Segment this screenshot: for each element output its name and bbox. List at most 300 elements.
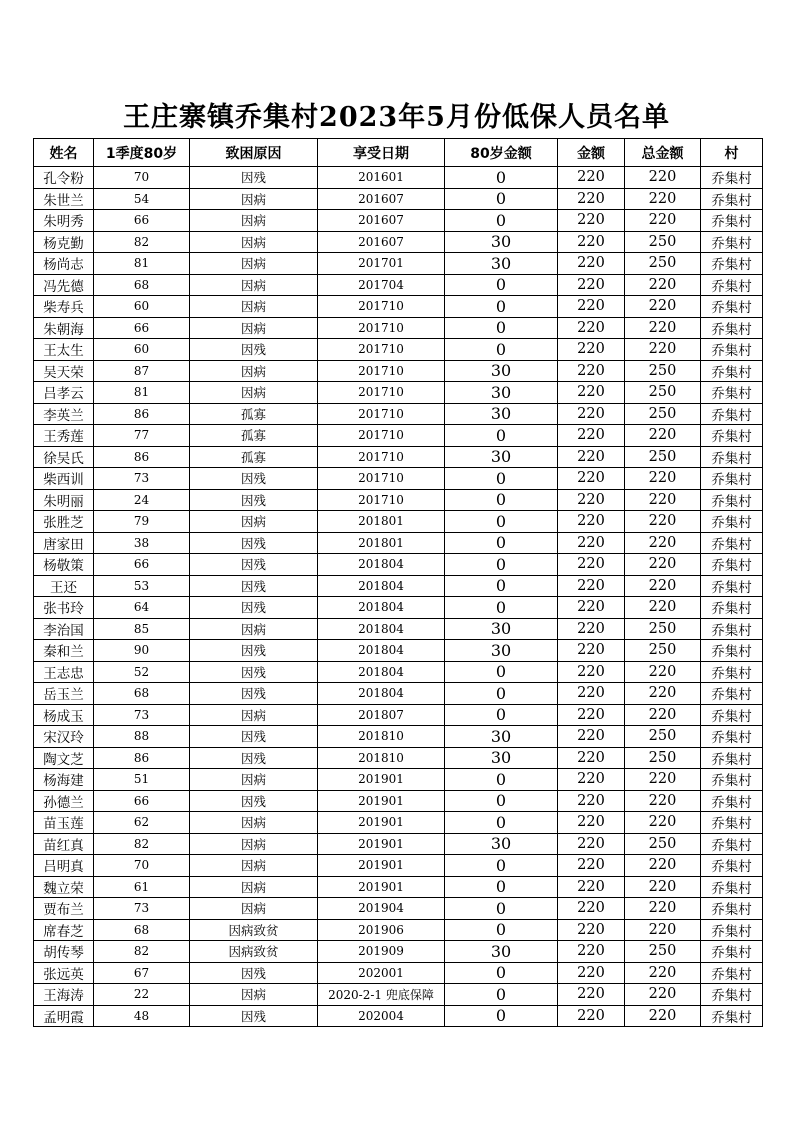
cell-village: 乔集村 bbox=[701, 833, 763, 855]
col-header-date: 享受日期 bbox=[318, 139, 445, 167]
cell-name: 唐家田 bbox=[34, 532, 94, 554]
cell-bonus80: 0 bbox=[445, 661, 558, 683]
cell-village: 乔集村 bbox=[701, 726, 763, 748]
cell-village: 乔集村 bbox=[701, 769, 763, 791]
table-row bbox=[34, 210, 763, 232]
cell-date: 201810 bbox=[318, 726, 445, 748]
cell-bonus80: 0 bbox=[445, 962, 558, 984]
cell-total: 220 bbox=[625, 597, 701, 619]
cell-age: 67 bbox=[94, 962, 190, 984]
cell-name: 吕孝云 bbox=[34, 382, 94, 404]
cell-date: 2020-2-1 兜底保障 bbox=[318, 984, 445, 1006]
cell-amount: 220 bbox=[558, 833, 625, 855]
cell-name: 李治国 bbox=[34, 618, 94, 640]
cell-reason: 因病 bbox=[190, 382, 318, 404]
cell-name: 王秀莲 bbox=[34, 425, 94, 447]
cell-total: 220 bbox=[625, 769, 701, 791]
cell-total: 220 bbox=[625, 274, 701, 296]
table-row bbox=[34, 898, 763, 920]
cell-age: 66 bbox=[94, 790, 190, 812]
table-row bbox=[34, 876, 763, 898]
cell-bonus80: 0 bbox=[445, 274, 558, 296]
cell-name: 吴天荣 bbox=[34, 360, 94, 382]
cell-age: 73 bbox=[94, 468, 190, 490]
cell-name: 朱世兰 bbox=[34, 188, 94, 210]
cell-amount: 220 bbox=[558, 210, 625, 232]
cell-total: 220 bbox=[625, 661, 701, 683]
cell-reason: 孤寡 bbox=[190, 446, 318, 468]
cell-amount: 220 bbox=[558, 468, 625, 490]
cell-reason: 因残 bbox=[190, 683, 318, 705]
cell-date: 201906 bbox=[318, 919, 445, 941]
cell-reason: 因病 bbox=[190, 210, 318, 232]
cell-bonus80: 0 bbox=[445, 876, 558, 898]
col-header-reason: 致困原因 bbox=[190, 139, 318, 167]
cell-bonus80: 0 bbox=[445, 425, 558, 447]
cell-reason: 因病 bbox=[190, 511, 318, 533]
cell-age: 38 bbox=[94, 532, 190, 554]
cell-bonus80: 0 bbox=[445, 339, 558, 361]
cell-amount: 220 bbox=[558, 661, 625, 683]
cell-amount: 220 bbox=[558, 425, 625, 447]
cell-bonus80: 30 bbox=[445, 747, 558, 769]
cell-village: 乔集村 bbox=[701, 511, 763, 533]
cell-age: 86 bbox=[94, 747, 190, 769]
col-header-name: 姓名 bbox=[34, 139, 94, 167]
cell-bonus80: 0 bbox=[445, 919, 558, 941]
cell-amount: 220 bbox=[558, 403, 625, 425]
cell-amount: 220 bbox=[558, 446, 625, 468]
table-row bbox=[34, 532, 763, 554]
cell-age: 68 bbox=[94, 683, 190, 705]
cell-name: 李英兰 bbox=[34, 403, 94, 425]
cell-date: 201804 bbox=[318, 661, 445, 683]
cell-date: 201607 bbox=[318, 231, 445, 253]
table-row bbox=[34, 812, 763, 834]
col-header-age: 1季度80岁 bbox=[94, 139, 190, 167]
cell-total: 220 bbox=[625, 511, 701, 533]
cell-village: 乔集村 bbox=[701, 919, 763, 941]
cell-name: 徐吴氏 bbox=[34, 446, 94, 468]
cell-age: 73 bbox=[94, 898, 190, 920]
cell-total: 250 bbox=[625, 747, 701, 769]
cell-name: 陶文芝 bbox=[34, 747, 94, 769]
cell-name: 王志忠 bbox=[34, 661, 94, 683]
table-row bbox=[34, 855, 763, 877]
cell-reason: 因残 bbox=[190, 726, 318, 748]
cell-name: 贾布兰 bbox=[34, 898, 94, 920]
cell-village: 乔集村 bbox=[701, 360, 763, 382]
table-row bbox=[34, 339, 763, 361]
cell-reason: 因病 bbox=[190, 855, 318, 877]
cell-name: 杨海建 bbox=[34, 769, 94, 791]
cell-total: 220 bbox=[625, 812, 701, 834]
cell-total: 220 bbox=[625, 575, 701, 597]
cell-total: 250 bbox=[625, 403, 701, 425]
cell-age: 66 bbox=[94, 317, 190, 339]
table-row bbox=[34, 984, 763, 1006]
table-row bbox=[34, 317, 763, 339]
cell-village: 乔集村 bbox=[701, 468, 763, 490]
cell-date: 201804 bbox=[318, 683, 445, 705]
cell-bonus80: 30 bbox=[445, 726, 558, 748]
cell-age: 66 bbox=[94, 554, 190, 576]
cell-name: 魏立荣 bbox=[34, 876, 94, 898]
cell-reason: 因病 bbox=[190, 812, 318, 834]
cell-amount: 220 bbox=[558, 382, 625, 404]
cell-date: 201804 bbox=[318, 575, 445, 597]
table-row bbox=[34, 167, 763, 189]
cell-age: 81 bbox=[94, 382, 190, 404]
cell-name: 王海涛 bbox=[34, 984, 94, 1006]
cell-date: 201804 bbox=[318, 554, 445, 576]
cell-reason: 因病 bbox=[190, 618, 318, 640]
cell-village: 乔集村 bbox=[701, 790, 763, 812]
cell-total: 250 bbox=[625, 360, 701, 382]
cell-total: 220 bbox=[625, 855, 701, 877]
cell-bonus80: 0 bbox=[445, 683, 558, 705]
cell-total: 220 bbox=[625, 296, 701, 318]
cell-village: 乔集村 bbox=[701, 554, 763, 576]
cell-age: 60 bbox=[94, 339, 190, 361]
cell-amount: 220 bbox=[558, 597, 625, 619]
cell-age: 53 bbox=[94, 575, 190, 597]
table-row bbox=[34, 661, 763, 683]
cell-village: 乔集村 bbox=[701, 661, 763, 683]
cell-age: 68 bbox=[94, 274, 190, 296]
cell-amount: 220 bbox=[558, 339, 625, 361]
cell-amount: 220 bbox=[558, 511, 625, 533]
table-row bbox=[34, 253, 763, 275]
cell-date: 201710 bbox=[318, 339, 445, 361]
cell-date: 201901 bbox=[318, 855, 445, 877]
cell-amount: 220 bbox=[558, 274, 625, 296]
cell-name: 张胜芝 bbox=[34, 511, 94, 533]
cell-village: 乔集村 bbox=[701, 253, 763, 275]
table-row bbox=[34, 274, 763, 296]
cell-total: 220 bbox=[625, 468, 701, 490]
cell-date: 201710 bbox=[318, 360, 445, 382]
cell-date: 201710 bbox=[318, 489, 445, 511]
cell-reason: 因病 bbox=[190, 876, 318, 898]
cell-village: 乔集村 bbox=[701, 683, 763, 705]
cell-name: 孟明霞 bbox=[34, 1005, 94, 1027]
cell-date: 201710 bbox=[318, 403, 445, 425]
cell-amount: 220 bbox=[558, 296, 625, 318]
cell-name: 秦和兰 bbox=[34, 640, 94, 662]
cell-date: 201804 bbox=[318, 597, 445, 619]
cell-amount: 220 bbox=[558, 769, 625, 791]
cell-reason: 因病 bbox=[190, 231, 318, 253]
table-row bbox=[34, 683, 763, 705]
cell-name: 朱朝海 bbox=[34, 317, 94, 339]
table-row bbox=[34, 403, 763, 425]
table-row bbox=[34, 188, 763, 210]
cell-date: 201701 bbox=[318, 253, 445, 275]
cell-age: 48 bbox=[94, 1005, 190, 1027]
table-row bbox=[34, 790, 763, 812]
cell-bonus80: 30 bbox=[445, 231, 558, 253]
cell-age: 87 bbox=[94, 360, 190, 382]
cell-date: 201801 bbox=[318, 532, 445, 554]
cell-village: 乔集村 bbox=[701, 618, 763, 640]
cell-total: 220 bbox=[625, 489, 701, 511]
cell-age: 82 bbox=[94, 833, 190, 855]
cell-total: 250 bbox=[625, 941, 701, 963]
cell-village: 乔集村 bbox=[701, 747, 763, 769]
cell-total: 220 bbox=[625, 919, 701, 941]
cell-amount: 220 bbox=[558, 167, 625, 189]
cell-total: 220 bbox=[625, 1005, 701, 1027]
cell-reason: 因病 bbox=[190, 296, 318, 318]
cell-date: 201804 bbox=[318, 618, 445, 640]
cell-name: 柴西训 bbox=[34, 468, 94, 490]
table-row bbox=[34, 554, 763, 576]
cell-name: 苗玉莲 bbox=[34, 812, 94, 834]
table-row bbox=[34, 489, 763, 511]
cell-bonus80: 0 bbox=[445, 188, 558, 210]
cell-total: 220 bbox=[625, 167, 701, 189]
cell-village: 乔集村 bbox=[701, 210, 763, 232]
table-row bbox=[34, 296, 763, 318]
cell-reason: 因残 bbox=[190, 489, 318, 511]
cell-amount: 220 bbox=[558, 790, 625, 812]
cell-date: 201710 bbox=[318, 382, 445, 404]
table-row bbox=[34, 704, 763, 726]
cell-name: 席春芝 bbox=[34, 919, 94, 941]
cell-reason: 因残 bbox=[190, 962, 318, 984]
cell-village: 乔集村 bbox=[701, 446, 763, 468]
cell-amount: 220 bbox=[558, 618, 625, 640]
cell-age: 60 bbox=[94, 296, 190, 318]
table-row bbox=[34, 446, 763, 468]
cell-bonus80: 0 bbox=[445, 984, 558, 1006]
cell-village: 乔集村 bbox=[701, 962, 763, 984]
cell-reason: 因病 bbox=[190, 188, 318, 210]
cell-date: 201804 bbox=[318, 640, 445, 662]
cell-village: 乔集村 bbox=[701, 339, 763, 361]
cell-age: 82 bbox=[94, 231, 190, 253]
cell-amount: 220 bbox=[558, 962, 625, 984]
cell-name: 杨成玉 bbox=[34, 704, 94, 726]
col-header-total: 总金额 bbox=[625, 139, 701, 167]
cell-name: 张书玲 bbox=[34, 597, 94, 619]
cell-amount: 220 bbox=[558, 984, 625, 1006]
cell-name: 苗红真 bbox=[34, 833, 94, 855]
cell-bonus80: 0 bbox=[445, 489, 558, 511]
cell-village: 乔集村 bbox=[701, 425, 763, 447]
table-row bbox=[34, 941, 763, 963]
cell-reason: 因病 bbox=[190, 704, 318, 726]
cell-reason: 因残 bbox=[190, 597, 318, 619]
cell-village: 乔集村 bbox=[701, 855, 763, 877]
cell-total: 220 bbox=[625, 962, 701, 984]
col-header-bonus80: 80岁金额 bbox=[445, 139, 558, 167]
cell-reason: 因病 bbox=[190, 317, 318, 339]
cell-village: 乔集村 bbox=[701, 317, 763, 339]
cell-age: 86 bbox=[94, 403, 190, 425]
cell-age: 86 bbox=[94, 446, 190, 468]
cell-date: 201901 bbox=[318, 790, 445, 812]
cell-reason: 因病 bbox=[190, 898, 318, 920]
cell-bonus80: 30 bbox=[445, 382, 558, 404]
cell-age: 64 bbox=[94, 597, 190, 619]
cell-amount: 220 bbox=[558, 231, 625, 253]
cell-date: 201901 bbox=[318, 876, 445, 898]
cell-amount: 220 bbox=[558, 554, 625, 576]
cell-reason: 因残 bbox=[190, 532, 318, 554]
cell-amount: 220 bbox=[558, 704, 625, 726]
cell-village: 乔集村 bbox=[701, 489, 763, 511]
cell-date: 202001 bbox=[318, 962, 445, 984]
cell-bonus80: 30 bbox=[445, 360, 558, 382]
page-title: 王庄寨镇乔集村2023年5月份低保人员名单 bbox=[123, 102, 670, 133]
cell-reason: 孤寡 bbox=[190, 425, 318, 447]
cell-total: 220 bbox=[625, 683, 701, 705]
cell-bonus80: 30 bbox=[445, 640, 558, 662]
cell-date: 201901 bbox=[318, 833, 445, 855]
cell-total: 220 bbox=[625, 898, 701, 920]
cell-amount: 220 bbox=[558, 489, 625, 511]
cell-name: 杨尚志 bbox=[34, 253, 94, 275]
table-row bbox=[34, 618, 763, 640]
cell-bonus80: 0 bbox=[445, 855, 558, 877]
cell-name: 吕明真 bbox=[34, 855, 94, 877]
cell-amount: 220 bbox=[558, 898, 625, 920]
cell-bonus80: 0 bbox=[445, 554, 558, 576]
cell-amount: 220 bbox=[558, 640, 625, 662]
cell-bonus80: 0 bbox=[445, 532, 558, 554]
cell-bonus80: 0 bbox=[445, 468, 558, 490]
cell-name: 杨克勤 bbox=[34, 231, 94, 253]
cell-bonus80: 0 bbox=[445, 704, 558, 726]
cell-amount: 220 bbox=[558, 747, 625, 769]
cell-date: 201710 bbox=[318, 468, 445, 490]
cell-amount: 220 bbox=[558, 941, 625, 963]
table-row bbox=[34, 640, 763, 662]
table-body bbox=[34, 167, 763, 1027]
cell-date: 201710 bbox=[318, 446, 445, 468]
cell-reason: 因残 bbox=[190, 640, 318, 662]
cell-bonus80: 30 bbox=[445, 403, 558, 425]
table-row bbox=[34, 833, 763, 855]
cell-bonus80: 30 bbox=[445, 253, 558, 275]
cell-name: 朱明丽 bbox=[34, 489, 94, 511]
cell-age: 90 bbox=[94, 640, 190, 662]
cell-reason: 因病致贫 bbox=[190, 919, 318, 941]
cell-age: 52 bbox=[94, 661, 190, 683]
roster-table bbox=[33, 138, 763, 1027]
cell-reason: 因残 bbox=[190, 747, 318, 769]
cell-reason: 因残 bbox=[190, 167, 318, 189]
cell-village: 乔集村 bbox=[701, 231, 763, 253]
cell-total: 220 bbox=[625, 339, 701, 361]
cell-amount: 220 bbox=[558, 1005, 625, 1027]
cell-reason: 因病 bbox=[190, 984, 318, 1006]
cell-date: 201710 bbox=[318, 317, 445, 339]
cell-name: 张远英 bbox=[34, 962, 94, 984]
cell-age: 70 bbox=[94, 167, 190, 189]
cell-bonus80: 30 bbox=[445, 446, 558, 468]
cell-date: 201901 bbox=[318, 812, 445, 834]
cell-bonus80: 30 bbox=[445, 941, 558, 963]
col-header-village: 村 bbox=[701, 139, 763, 167]
cell-amount: 220 bbox=[558, 683, 625, 705]
cell-bonus80: 0 bbox=[445, 812, 558, 834]
cell-reason: 因残 bbox=[190, 790, 318, 812]
cell-village: 乔集村 bbox=[701, 704, 763, 726]
cell-date: 201909 bbox=[318, 941, 445, 963]
cell-date: 201601 bbox=[318, 167, 445, 189]
cell-name: 杨敬策 bbox=[34, 554, 94, 576]
cell-amount: 220 bbox=[558, 360, 625, 382]
cell-age: 51 bbox=[94, 769, 190, 791]
cell-date: 201607 bbox=[318, 210, 445, 232]
cell-amount: 220 bbox=[558, 855, 625, 877]
cell-age: 81 bbox=[94, 253, 190, 275]
cell-age: 73 bbox=[94, 704, 190, 726]
cell-reason: 因病致贫 bbox=[190, 941, 318, 963]
cell-bonus80: 0 bbox=[445, 210, 558, 232]
cell-total: 220 bbox=[625, 984, 701, 1006]
cell-age: 62 bbox=[94, 812, 190, 834]
cell-total: 220 bbox=[625, 554, 701, 576]
table-row bbox=[34, 726, 763, 748]
cell-date: 201810 bbox=[318, 747, 445, 769]
cell-reason: 因残 bbox=[190, 554, 318, 576]
cell-name: 朱明秀 bbox=[34, 210, 94, 232]
cell-age: 82 bbox=[94, 941, 190, 963]
cell-name: 王太生 bbox=[34, 339, 94, 361]
cell-total: 250 bbox=[625, 231, 701, 253]
cell-date: 201904 bbox=[318, 898, 445, 920]
cell-amount: 220 bbox=[558, 532, 625, 554]
cell-name: 孔令粉 bbox=[34, 167, 94, 189]
cell-age: 54 bbox=[94, 188, 190, 210]
cell-total: 250 bbox=[625, 382, 701, 404]
cell-village: 乔集村 bbox=[701, 188, 763, 210]
cell-village: 乔集村 bbox=[701, 898, 763, 920]
cell-bonus80: 0 bbox=[445, 597, 558, 619]
cell-reason: 因病 bbox=[190, 360, 318, 382]
table-row bbox=[34, 511, 763, 533]
cell-village: 乔集村 bbox=[701, 812, 763, 834]
cell-name: 王还 bbox=[34, 575, 94, 597]
cell-age: 68 bbox=[94, 919, 190, 941]
cell-name: 宋汉玲 bbox=[34, 726, 94, 748]
cell-date: 201710 bbox=[318, 425, 445, 447]
cell-name: 柴寿兵 bbox=[34, 296, 94, 318]
cell-total: 250 bbox=[625, 446, 701, 468]
cell-date: 201807 bbox=[318, 704, 445, 726]
cell-total: 220 bbox=[625, 317, 701, 339]
cell-name: 冯先德 bbox=[34, 274, 94, 296]
cell-reason: 因残 bbox=[190, 575, 318, 597]
cell-age: 61 bbox=[94, 876, 190, 898]
cell-bonus80: 0 bbox=[445, 511, 558, 533]
cell-village: 乔集村 bbox=[701, 941, 763, 963]
table-row bbox=[34, 919, 763, 941]
cell-village: 乔集村 bbox=[701, 1005, 763, 1027]
cell-total: 250 bbox=[625, 726, 701, 748]
cell-reason: 因病 bbox=[190, 769, 318, 791]
cell-amount: 220 bbox=[558, 188, 625, 210]
cell-age: 79 bbox=[94, 511, 190, 533]
header-row bbox=[34, 139, 763, 167]
cell-bonus80: 0 bbox=[445, 575, 558, 597]
cell-bonus80: 30 bbox=[445, 618, 558, 640]
cell-total: 220 bbox=[625, 790, 701, 812]
